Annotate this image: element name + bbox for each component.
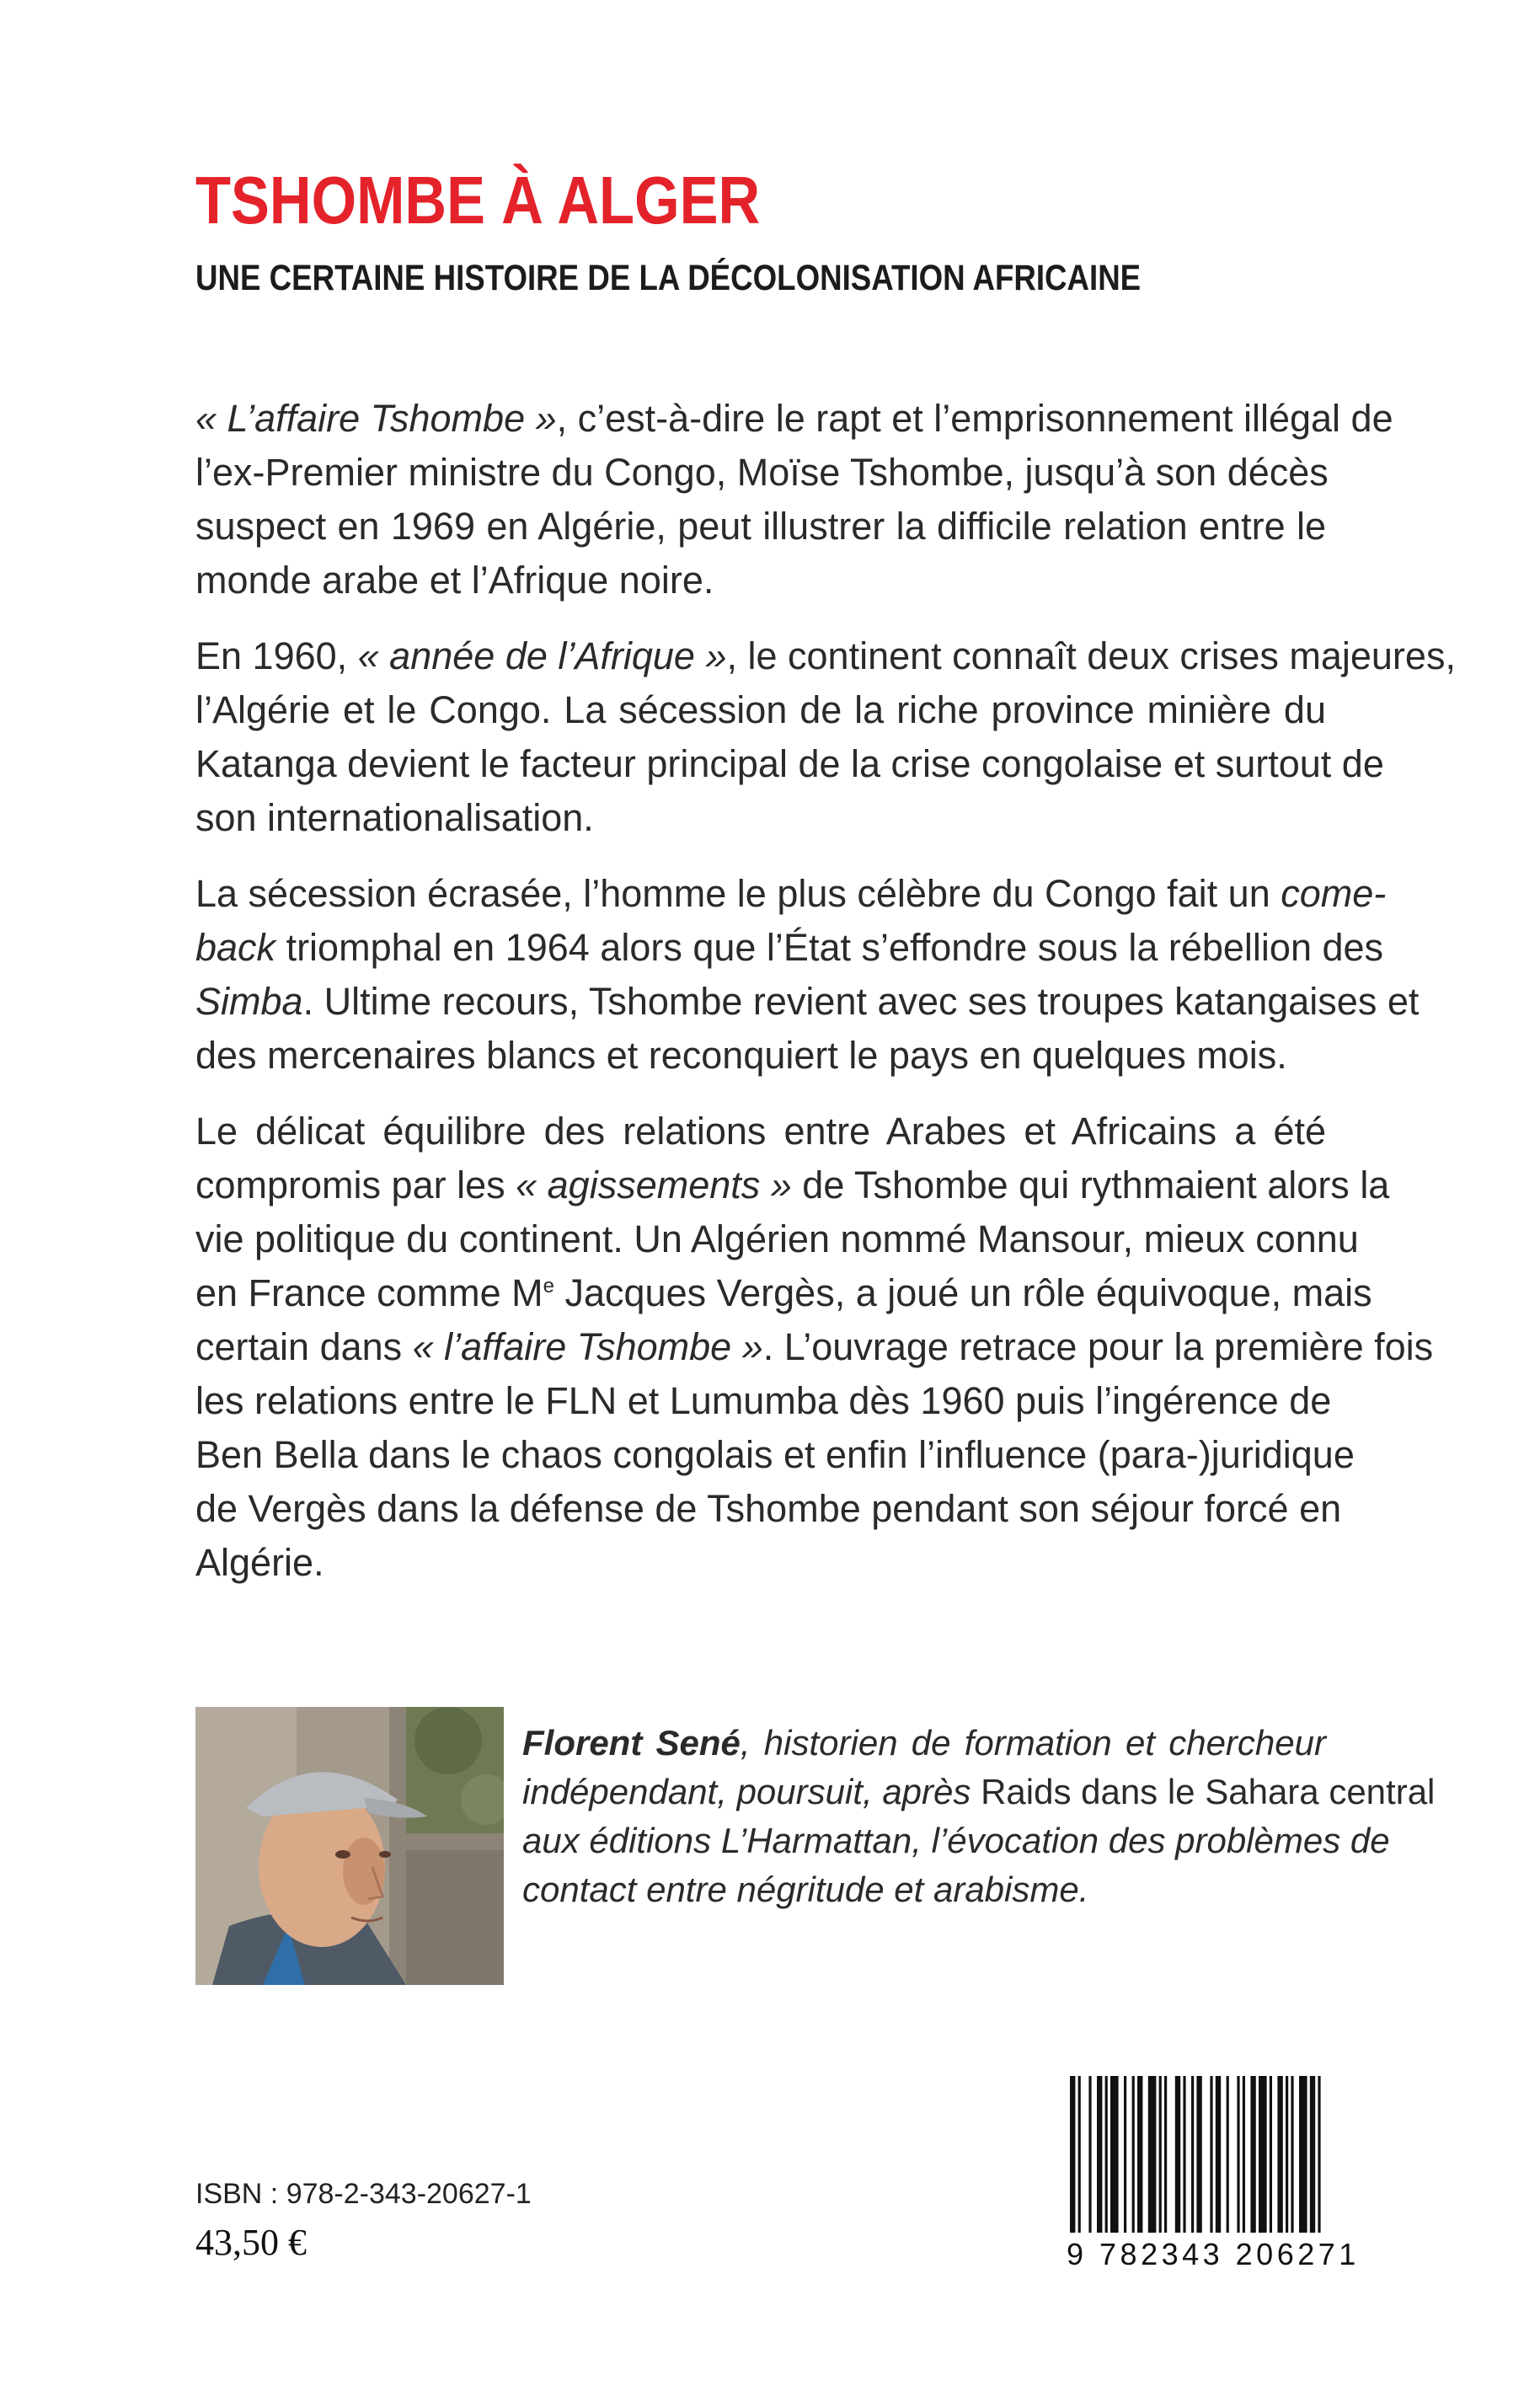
barcode-bar [1227, 2076, 1229, 2233]
blurb-paragraph-4 [195, 1105, 1434, 1590]
barcode-bar [1216, 2076, 1221, 2233]
barcode [1063, 2073, 1333, 2246]
barcode-bar [1137, 2076, 1142, 2233]
blurb-line: En 1960, « année de l’Afrique », le continent connaît deux crises majeures, [195, 634, 1456, 677]
barcode-bar [1277, 2076, 1282, 2233]
barcode-bar [1159, 2076, 1162, 2233]
blurb-line: vie politique du continent. Un Algérien nommé Mansour, mieux connu [195, 1217, 1359, 1260]
blurb-line: des mercenaires blancs et reconquiert le pays en quelques mois. [195, 1034, 1287, 1077]
barcode-bar [1250, 2076, 1255, 2233]
blurb-line: l’Algérie et le Congo. La sécession de la riche province minière du [195, 688, 1326, 731]
barcode-bar [1243, 2076, 1245, 2233]
barcode-bar [1124, 2076, 1126, 2233]
barcode-bar [1105, 2076, 1108, 2233]
barcode-bar [1191, 2076, 1194, 2233]
previous-book-title: Raids dans le Sahara central [981, 1772, 1436, 1811]
bio-line: contact entre négritude et arabisme. [522, 1870, 1089, 1909]
bio-line: aux éditions L’Harmattan, l’évocation des problèmes de [522, 1821, 1390, 1860]
blurb-line: compromis par les « agissements » de Tshombe qui rythmaient alors la [195, 1164, 1390, 1206]
blurb-line: en France comme Me Jacques Vergès, a joué un rôle équivoque, mais [195, 1271, 1372, 1314]
barcode-bar [1097, 2076, 1102, 2233]
blurb-line: les relations entre le FLN et Lumumba dès 1960 puis l’ingérence de [195, 1379, 1332, 1422]
barcode-bar [1132, 2076, 1135, 2233]
barcode-bar [1318, 2076, 1320, 2233]
price: 43,50 € [195, 2222, 307, 2263]
blurb-paragraph-2 [195, 629, 1456, 845]
barcode-bar [1164, 2076, 1167, 2233]
blurb-line: l’ex-Premier ministre du Congo, Moïse Tshombe, jusqu’à son décès [195, 451, 1329, 494]
barcode-bar [1196, 2076, 1201, 2233]
blurb-line: Algérie. [195, 1541, 324, 1584]
blurb-line: certain dans « l’affaire Tshombe ». L’ouvrage retrace pour la première fois [195, 1325, 1434, 1368]
blurb-line: La sécession écrasée, l’homme le plus célèbre du Congo fait un come- [195, 872, 1387, 915]
blurb-line: Simba. Ultime recours, Tshombe revient avec ses troupes katangaises et [195, 980, 1420, 1023]
bio-line: indépendant, poursuit, après Raids dans le Sahara central [522, 1772, 1436, 1811]
barcode-bar [1310, 2076, 1315, 2233]
blurb-line: Le délicat équilibre des relations entre Arabes et Africains a été [195, 1110, 1326, 1153]
author-photo [195, 1707, 504, 1985]
author-name: Florent Sené [522, 1723, 741, 1763]
blurb-line: suspect en 1969 en Algérie, peut illustrer la difficile relation entre le [195, 505, 1326, 548]
barcode-bar [1148, 2076, 1157, 2233]
barcode-bar [1110, 2076, 1119, 2233]
book-title: TSHOMBE À ALGER [195, 163, 761, 238]
barcode-bar [1291, 2076, 1293, 2233]
bio-line: Florent Sené, historien de formation et chercheur [522, 1723, 1326, 1763]
blurb-line: back triomphal en 1964 alors que l’État s’effondre sous la rébellion des [195, 926, 1384, 969]
blurb-line: Katanga devient le facteur principal de la crise congolaise et surtout de [195, 742, 1384, 785]
barcode-bar [1088, 2076, 1091, 2233]
blurb-line: de Vergès dans la défense de Tshombe pendant son séjour forcé en [195, 1487, 1342, 1530]
barcode-bar [1175, 2076, 1180, 2233]
barcode-bar [1286, 2076, 1288, 2233]
blurb-line: Ben Bella dans le chaos congolais et enfin l’influence (para-)juridique [195, 1433, 1355, 1476]
barcode-bar [1299, 2076, 1307, 2233]
blurb [195, 392, 1456, 1590]
barcode-bar [1270, 2076, 1272, 2233]
barcode-bar [1078, 2076, 1081, 2233]
blurb-paragraph-1 [195, 392, 1393, 607]
blurb-line: monde arabe et l’Afrique noire. [195, 559, 714, 602]
blurb-line: « L’affaire Tshombe », c’est-à-dire le rapt et l’emprisonnement illégal de [195, 397, 1393, 440]
blurb-paragraph-3 [195, 867, 1420, 1083]
book-subtitle: UNE CERTAINE HISTOIRE DE LA DÉCOLONISATION AFRICAINE [195, 258, 1142, 298]
barcode-bar [1259, 2076, 1267, 2233]
barcode-bar [1237, 2076, 1239, 2233]
barcode-digits: 9 782343 206271 [1067, 2237, 1360, 2271]
author-bio [522, 1719, 1436, 1914]
blurb-line: son internationalisation. [195, 796, 594, 839]
barcode-bar [1183, 2076, 1185, 2233]
barcode-bar [1210, 2076, 1212, 2233]
barcode-bar [1070, 2076, 1075, 2233]
isbn: ISBN : 978-2-343-20627-1 [195, 2178, 532, 2210]
